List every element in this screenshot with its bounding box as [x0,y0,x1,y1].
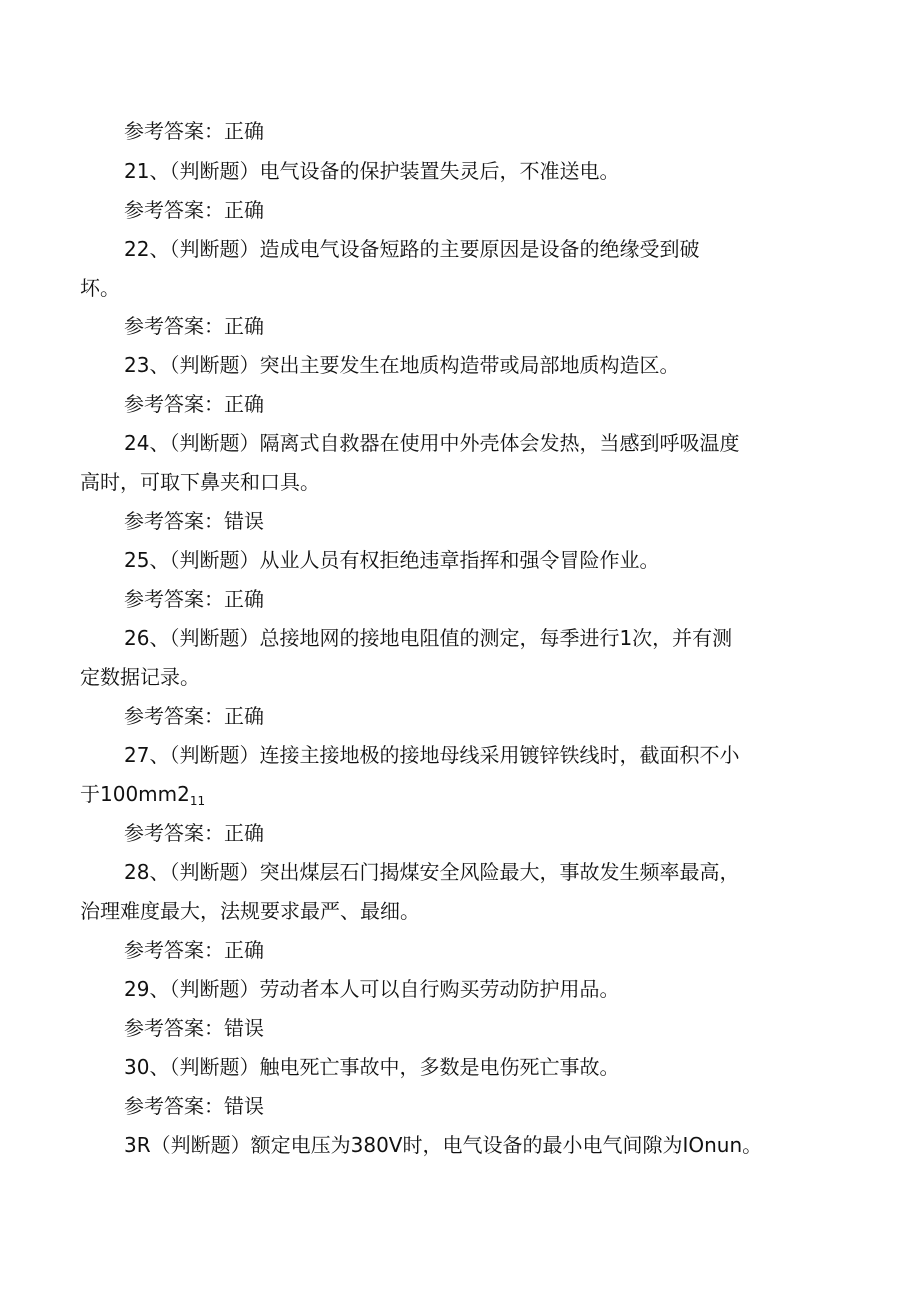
question-23: 23、（判断题）突出主要发生在地质构造带或局部地质构造区。 [124,353,680,377]
answer-line: 参考答案：正确 [124,938,264,962]
question-24: 24、（判断题）隔离式自救器在使用中外壳体会发热，当感到呼吸温度 [124,431,740,455]
question-27-cont [80,781,205,814]
question-30: 30、（判断题）触电死亡事故中，多数是电伤死亡事故。 [124,1055,620,1079]
question-27-subscript: 11 [189,794,206,808]
question-27: 27、（判断题）连接主接地极的接地母线采用镀锌铁线时，截面积不小 [124,743,740,767]
answer-line: 参考答案：正确 [124,119,264,143]
answer-line: 参考答案：正确 [124,314,264,338]
question-27-cont-text: 于100mm2 [80,782,190,806]
question-26-cont: 定数据记录。 [80,665,200,689]
question-29: 29、（判断题）劳动者本人可以自行购买劳动防护用品。 [124,977,620,1001]
question-25: 25、（判断题）从业人员有权拒绝违章指挥和强令冒险作业。 [124,548,660,572]
answer-line: 参考答案：正确 [124,821,264,845]
question-21: 21、（判断题）电气设备的保护装置失灵后，不准送电。 [124,159,620,183]
answer-line: 参考答案：错误 [124,1016,264,1040]
question-22-cont: 坏。 [80,276,120,300]
question-31: 3R（判断题）额定电压为380V时，电气设备的最小电气间隙为IOnun。 [124,1133,763,1157]
question-28-cont: 治理难度最大，法规要求最严、最细。 [80,899,420,923]
answer-line: 参考答案：正确 [124,198,264,222]
answer-line: 参考答案：正确 [124,704,264,728]
question-24-cont: 高时，可取下鼻夹和口具。 [80,470,320,494]
question-22: 22、（判断题）造成电气设备短路的主要原因是设备的绝缘受到破 [124,237,700,261]
answer-line: 参考答案：正确 [124,587,264,611]
question-28: 28、（判断题）突出煤层石门揭煤安全风险最大，事故发生频率最高， [124,860,740,884]
answer-line: 参考答案：正确 [124,392,264,416]
answer-line: 参考答案：错误 [124,1094,264,1118]
question-26: 26、（判断题）总接地网的接地电阻值的测定，每季进行1次，并有测 [124,626,733,650]
answer-line: 参考答案：错误 [124,509,264,533]
